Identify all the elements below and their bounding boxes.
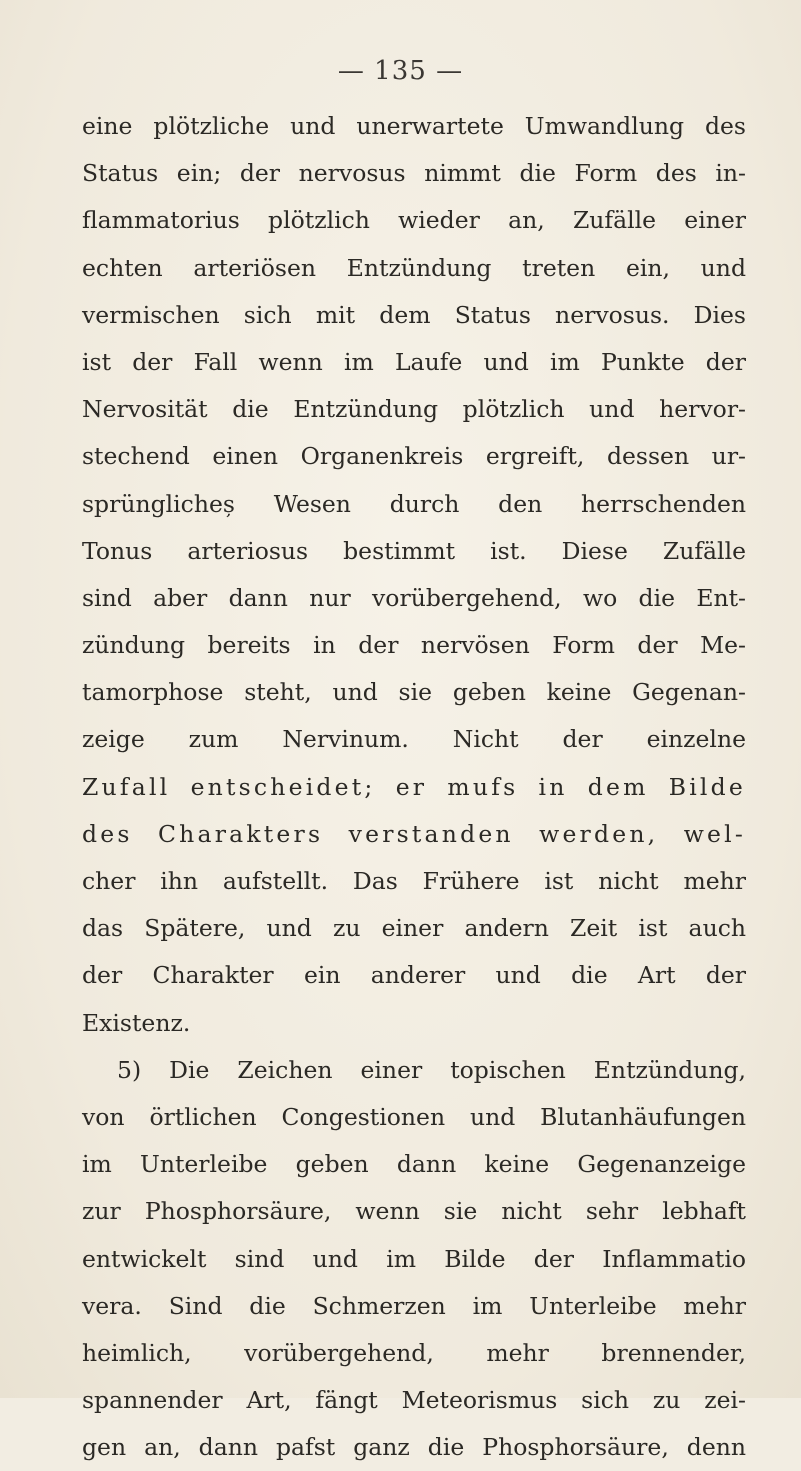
text-line-24: zur Phosphorsäure, wenn sie nicht sehr lebhaft bbox=[82, 1197, 746, 1226]
text-line-22: von örtlichen Congestionen und Blutanhäufungen bbox=[82, 1102, 746, 1131]
text-line-2: Status ein; der nervosus nimmt die Form des in- bbox=[82, 159, 746, 188]
text-line-11: sind aber dann nur vorübergehend, wo die Ent- bbox=[82, 583, 746, 612]
text-line-18: das Spätere, und zu einer andern Zeit ist auch bbox=[82, 914, 746, 943]
text-line-13: tamorphose steht, und sie geben keine Gegenan- bbox=[82, 678, 746, 707]
text-line-21: 5) Die Zeichen einer topischen Entzündung, bbox=[117, 1055, 746, 1084]
text-line-10: Tonus arteriosus bestimmt ist. Diese Zufälle bbox=[82, 536, 746, 565]
text-line-28: spannender Art, fängt Meteorismus sich zu zei- bbox=[82, 1386, 746, 1415]
text-line-4: echten arteriösen Entzündung treten ein, und bbox=[82, 253, 746, 282]
text-line-23: im Unterleibe geben dann keine Gegenanzeige bbox=[82, 1150, 746, 1179]
text-line-26: vera. Sind die Schmerzen im Unterleibe mehr bbox=[82, 1291, 746, 1320]
body-text bbox=[82, 103, 746, 1471]
text-line-16: des Charakters verstanden werden, wel- bbox=[82, 819, 746, 848]
text-line-9: sprünglicheș Wesen durch den herrschenden bbox=[82, 489, 746, 518]
text-line-20: Existenz. bbox=[82, 1008, 191, 1037]
text-line-27: heimlich, vorübergehend, mehr brennender, bbox=[82, 1338, 746, 1367]
text-line-15: Zufall entscheidet; er mufs in dem Bilde bbox=[82, 772, 746, 801]
text-line-3: flammatorius plötzlich wieder an, Zufälle einer bbox=[82, 206, 746, 235]
page-number: — 135 — bbox=[337, 56, 464, 86]
text-line-8: stechend einen Organenkreis ergreift, dessen ur- bbox=[82, 442, 746, 471]
text-line-17: cher ihn aufstellt. Das Frühere ist nicht mehr bbox=[82, 867, 746, 895]
text-line-6: ist der Fall wenn im Laufe und im Punkte der bbox=[82, 347, 746, 376]
text-line-7: Nervosität die Entzündung plötzlich und hervor- bbox=[82, 395, 746, 424]
text-line-25: entwickelt sind und im Bilde der Inflammatio bbox=[82, 1244, 746, 1273]
text-line-12: zündung bereits in der nervösen Form der Me- bbox=[82, 631, 746, 660]
text-line-14: zeige zum Nervinum. Nicht der einzelne bbox=[82, 725, 746, 754]
text-line-19: der Charakter ein anderer und die Art der bbox=[82, 961, 746, 990]
text-line-29: gen an, dann pafst ganz die Phosphorsäure, denn bbox=[82, 1433, 746, 1462]
text-line-1: eine plötzliche und unerwartete Umwandlung des bbox=[82, 112, 746, 140]
text-line-5: vermischen sich mit dem Status nervosus. Dies bbox=[82, 300, 746, 329]
